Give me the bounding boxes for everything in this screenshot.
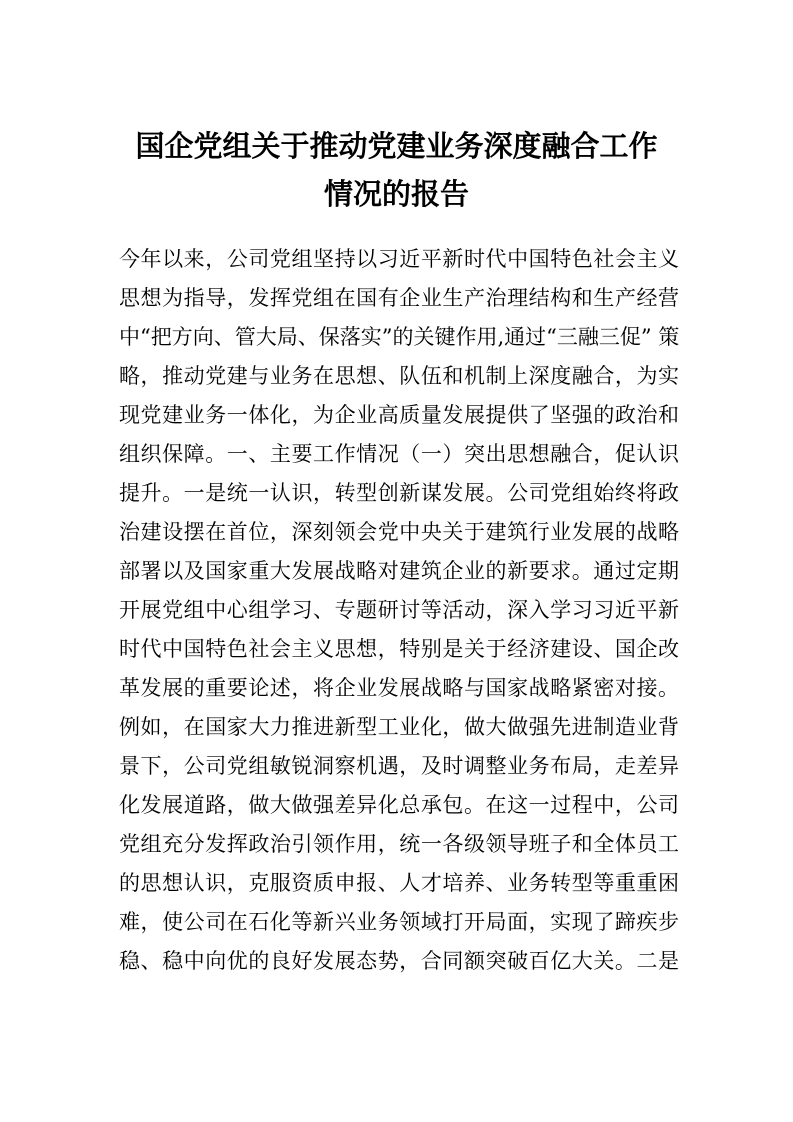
body-line-2: 思想为指导，发挥党组在国有企业生产治理结构和生产经营: [119, 286, 679, 310]
body-line-13: 例如，在国家大力推进新型工业化，做大做强先进制造业背: [119, 715, 679, 739]
body-line-11: 时代中国特色社会主义思想，特别是关于经济建设、国企改: [119, 637, 679, 661]
body-line-12: 革发展的重要论述，将企业发展战略与国家战略紧密对接。: [119, 676, 679, 700]
body-line-17: 的思想认识，克服资质申报、人才培养、业务转型等重重困: [119, 871, 679, 895]
document-title-line-2: 情况的报告: [323, 177, 469, 211]
body-line-15: 化发展道路，做大做强差异化总承包。在这一过程中，公司: [119, 793, 679, 817]
body-line-9: 部署以及国家重大发展战略对建筑企业的新要求。通过定期: [119, 559, 679, 583]
body-line-14: 景下，公司党组敏锐洞察机遇，及时调整业务布局，走差异: [119, 754, 679, 778]
body-line-6: 组织保障。一、主要工作情况（一）突出思想融合，促认识: [119, 442, 679, 466]
body-line-4: 略，推动党建与业务在思想、队伍和机制上深度融合，为实: [119, 364, 679, 388]
body-line-5: 现党建业务一体化，为企业高质量发展提供了坚强的政治和: [119, 403, 679, 427]
body-line-10: 开展党组中心组学习、专题研讨等活动，深入学习习近平新: [119, 598, 679, 622]
body-line-1: 今年以来，公司党组坚持以习近平新时代中国特色社会主义: [119, 247, 679, 271]
body-line-3: 中“把方向、管大局、保落实”的关键作用,通过“三融三促” 策: [119, 325, 680, 349]
body-line-7: 提升。一是统一认识，转型创新谋发展。公司党组始终将政: [119, 481, 679, 505]
document-title-line-1: 国企党组关于推动党建业务深度融合工作: [135, 129, 658, 163]
body-line-8: 治建设摆在首位，深刻领会党中央关于建筑行业发展的战略: [119, 520, 679, 544]
body-line-18: 难，使公司在石化等新兴业务领域打开局面，实现了蹄疾步: [119, 910, 679, 934]
body-line-16: 党组充分发挥政治引领作用，统一各级领导班子和全体员工: [119, 832, 679, 856]
body-line-19: 稳、稳中向优的良好发展态势，合同额突破百亿大关。二是: [119, 949, 679, 973]
